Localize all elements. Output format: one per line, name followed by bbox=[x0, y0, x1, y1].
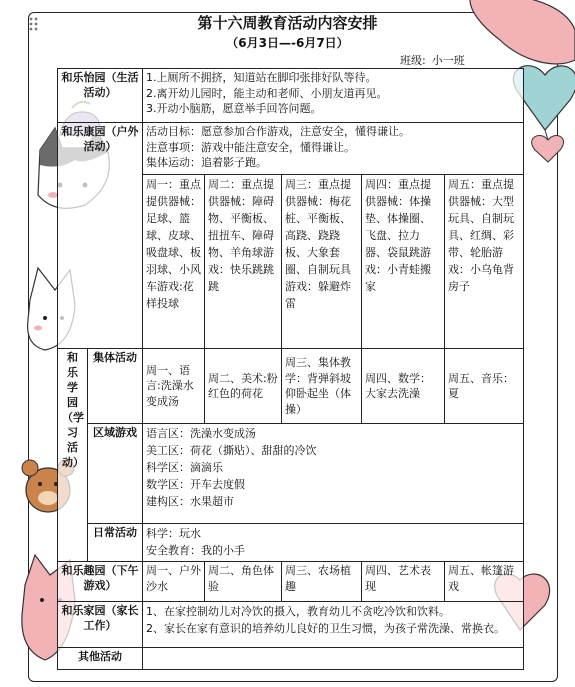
group-activity-row bbox=[58, 349, 524, 424]
outdoor-day-monday: 周一：重点提供器械：足球、篮球、皮球、吸盘球、板羽球、小风车游戏:花样投球 bbox=[143, 175, 205, 349]
family-line: 1、在家控制幼儿对冷饮的摄入，教育幼儿不贪吃冷饮和饮料。 bbox=[146, 605, 450, 618]
area-game-label: 区域游戏 bbox=[88, 424, 143, 524]
life-content bbox=[143, 69, 524, 123]
fun-day-thursday: 周四、艺术表现 bbox=[362, 562, 445, 602]
group-day-monday: 周一、语言:洗澡水变成汤 bbox=[143, 349, 205, 424]
daily-activity-row bbox=[58, 524, 524, 562]
schedule-table bbox=[57, 68, 524, 670]
life-line: 1.上厕所不拥挤，知道站在脚印张排好队等待。 bbox=[146, 71, 377, 84]
area-line: 科学区：滴滴乐 bbox=[146, 461, 223, 474]
fun-day-friday: 周五、帐篷游戏 bbox=[445, 562, 524, 602]
outdoor-row bbox=[58, 123, 524, 175]
area-line: 美工区：荷花（撕贴）、甜甜的冷饮 bbox=[146, 444, 317, 457]
outdoor-line: 注意事项：游戏中能注意安全，懂得谦让。 bbox=[146, 140, 355, 154]
outdoor-day-friday: 周五：重点提供器械：大型玩具、自制玩具、红绸、彩带、轮胎游戏：小乌龟背房子 bbox=[445, 175, 524, 349]
life-line: 2.离开幼儿园时，能主动和老师、小朋友道再见。 bbox=[146, 86, 388, 100]
outdoor-section-label: 和乐康园（户外活动） bbox=[58, 123, 143, 349]
class-value: 小一班 bbox=[431, 54, 465, 67]
area-line: 数学区：开车去度假 bbox=[146, 478, 245, 491]
page-title: 第十六周教育活动内容安排 bbox=[197, 14, 378, 32]
life-line: 3.开动小脑筋，愿意举手回答问题。 bbox=[146, 102, 322, 115]
group-day-wednesday: 周三、集体教学：背弹斜坡仰卧起坐（体操） bbox=[282, 349, 362, 424]
other-content bbox=[143, 648, 524, 670]
outdoor-content bbox=[143, 123, 524, 175]
daily-activity-label: 日常活动 bbox=[88, 524, 143, 562]
class-label: 班级: bbox=[400, 54, 426, 67]
other-row bbox=[58, 648, 524, 670]
fun-section-label: 和乐趣园（下午游戏） bbox=[58, 562, 143, 602]
group-activity-label: 集体活动 bbox=[88, 349, 143, 424]
outdoor-day-wednesday: 周三：重点提供器械：梅花桩、平衡板、高跷、跷跷板、大象套圈、自制玩具游戏：躲避炸雷 bbox=[282, 175, 362, 349]
daily-line: 安全教育：我的小手 bbox=[146, 544, 245, 557]
outdoor-day-thursday: 周四：重点提供器械：体操垫、体操圈、飞盘、拉力器、袋鼠跳游戏：小青蛙搬家 bbox=[362, 175, 445, 349]
family-section-label: 和乐家园（家长工作） bbox=[58, 602, 143, 648]
fun-day-wednesday: 周三、农场植趣 bbox=[282, 562, 362, 602]
group-day-tuesday: 周二、美术:粉红色的荷花 bbox=[205, 349, 282, 424]
area-line: 语言区：洗澡水变成汤 bbox=[146, 427, 256, 440]
outdoor-line: 集体运动：追着影子跑。 bbox=[146, 156, 267, 169]
outdoor-line: 活动目标：愿意参加合作游戏，注意安全，懂得谦让。 bbox=[146, 125, 410, 138]
afternoon-game-row bbox=[58, 562, 524, 602]
daily-activity-content bbox=[143, 524, 524, 562]
family-line: 2、家长在家有意识的培养幼儿良好的卫生习惯，为孩子常洗澡、常换衣。 bbox=[146, 622, 505, 635]
fun-day-tuesday: 周二、角色体验 bbox=[205, 562, 282, 602]
group-day-thursday: 周四、数学：大家去洗澡 bbox=[362, 349, 445, 424]
learning-section-label: 和乐学园（学习活动） bbox=[58, 349, 88, 562]
life-section-label: 和乐怡园（生活活动） bbox=[58, 69, 143, 123]
area-game-row bbox=[58, 424, 524, 524]
fun-day-monday: 周一、户外沙水 bbox=[143, 562, 205, 602]
life-row bbox=[58, 69, 524, 123]
other-section-label: 其他活动 bbox=[58, 648, 143, 670]
family-row bbox=[58, 602, 524, 648]
daily-line: 科学：玩水 bbox=[146, 527, 201, 540]
class-info bbox=[400, 52, 465, 68]
date-range: （6月3日—-6月7日） bbox=[226, 36, 349, 50]
outdoor-day-tuesday: 周二：重点提供器械：障碍物、平衡板、扭扭车、障碍物、羊角球游戏：快乐跳跳跳 bbox=[205, 175, 282, 349]
group-day-friday: 周五、音乐：夏 bbox=[445, 349, 524, 424]
area-line: 建构区：水果超市 bbox=[146, 495, 234, 508]
area-game-content bbox=[143, 424, 524, 524]
family-content bbox=[143, 602, 524, 648]
